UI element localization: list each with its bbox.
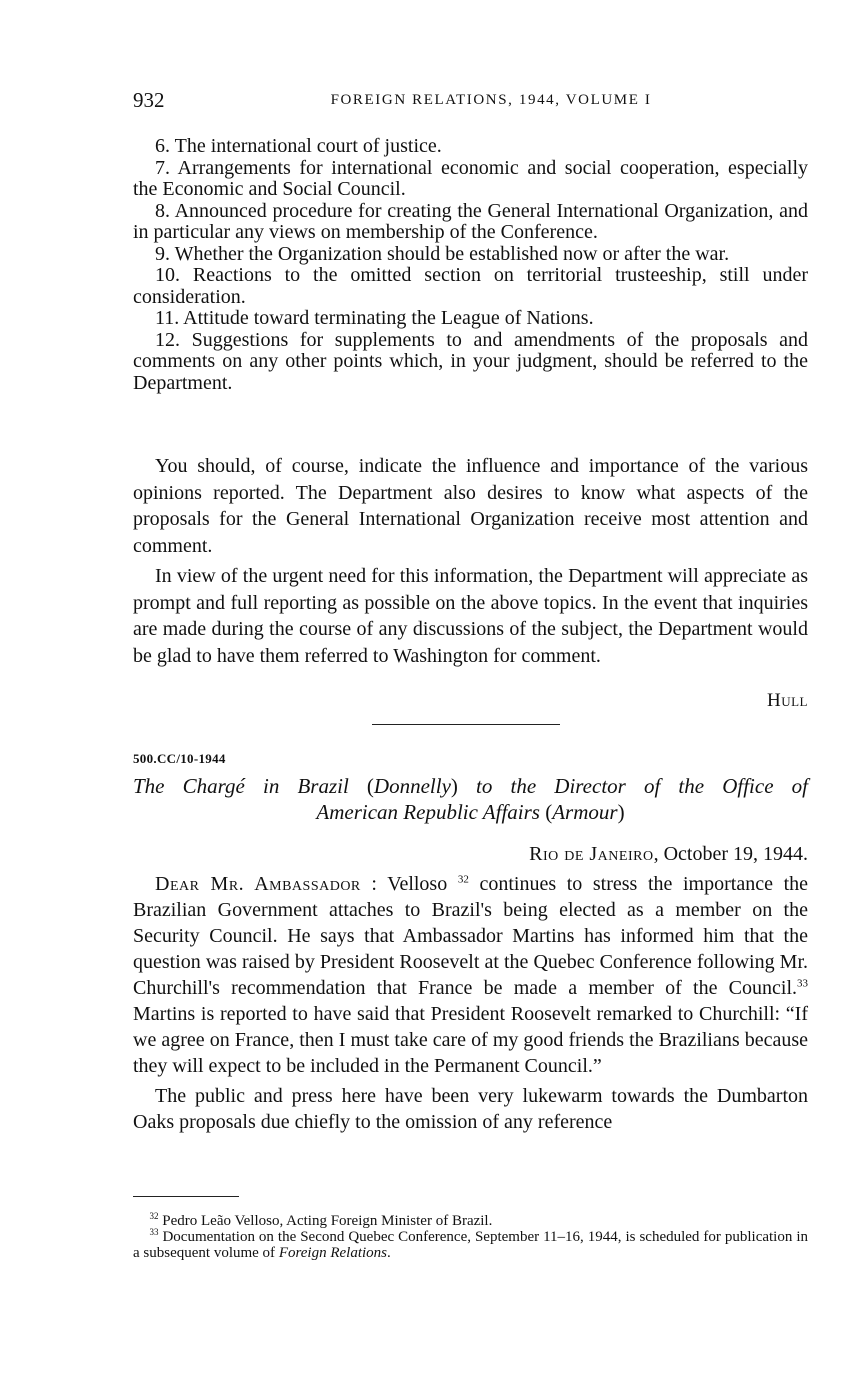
footnote: $^{33}$ Documentation on the Second Quebec Conference, September 11–16, 1944, is scheduled for publication in a subsequent volume of Foreign Relations. [133, 1227, 808, 1261]
page-number: 932 [133, 88, 165, 112]
first-document-body [133, 453, 808, 669]
running-title: FOREIGN RELATIONS, 1944, VOLUME I [330, 92, 652, 108]
letter-paragraph: The public and press here have been very lukewarm towards the Dumbarton Oaks proposals due chiefly to the omission of any reference [133, 1085, 808, 1133]
footnote-ref-33[interactable]: 33 [797, 977, 808, 990]
dateline-place: Rio de Janeiro [529, 843, 654, 865]
salutation: Dear Mr. Ambassador [155, 873, 361, 895]
footnote-ref-32[interactable]: 32 [457, 873, 469, 886]
list-item: 7. Arrangements for international economic and social cooperation, especially the Economic and Social Council. [133, 156, 808, 200]
footnote: $^{32}$ Pedro Leão Velloso, Acting Foreign Minister of Brazil. [149, 1211, 493, 1229]
list-item: 8. Announced procedure for creating the General International Organization, and in particular any views on membership of the Conference. [133, 199, 808, 243]
list-item: 9. Whether the Organization should be established now or after the war. [155, 242, 730, 265]
document-title-line-1: The Chargé in Brazil (Donnelly) to the Director of the Office of [133, 774, 808, 798]
dateline [133, 843, 808, 866]
numbered-list [133, 136, 808, 394]
document-title [133, 773, 808, 825]
letter-body [133, 871, 808, 1135]
body-paragraph: You should, of course, indicate the influence and importance of the various opinions reported. The Department also desires to know what aspects of the proposals for the General International Organization receive most attention and comment. [133, 455, 808, 557]
section-divider [372, 724, 560, 725]
list-item: 6. The international court of justice. [155, 135, 442, 157]
signature: Hull [767, 690, 808, 711]
running-head [133, 88, 809, 118]
list-item: 12. Suggestions for supplements to and amendments of the proposals and comments on any other points which, in your judgment, should be referred to the Department. [133, 328, 808, 394]
list-item: 10. Reactions to the omitted section on territorial trusteeship, still under consideration. [133, 264, 808, 308]
list-item: 11. Attitude toward terminating the League of Nations. [155, 307, 594, 329]
file-number: 500.CC/10-1944 [133, 751, 226, 766]
document-title-line-2: American Republic Affairs (Armour) [316, 800, 625, 824]
footnotes [133, 1213, 808, 1261]
dateline-date: , October 19, 1944. [653, 843, 808, 865]
letter-paragraph: Dear Mr. Ambassador : Velloso $^{32}$ continues to stress the importance the Brazilian Government attaches to Brazil's being elected as a member on the Security Council. He says that Ambassador Martins has informed him that the question was raised by President Roosevelt at the Quebec Conference following Mr. Churchill's recommendation that France be made a member of the Council.$^{33}$ Martins is reported to have said that President Roosevelt remarked to Churchill: “If we agree on France, then I must take care of my good friends the Brazilians because they will expect to be included in the Permanent Council.” [133, 873, 809, 1077]
footnote-divider [133, 1196, 239, 1197]
body-paragraph: In view of the urgent need for this information, the Department will appreciate as prompt and full reporting as possible on the above topics. In the event that inquiries are made during the course of any discussions of the subject, the Department would be glad to have them referred to Washington for comment. [133, 565, 808, 667]
